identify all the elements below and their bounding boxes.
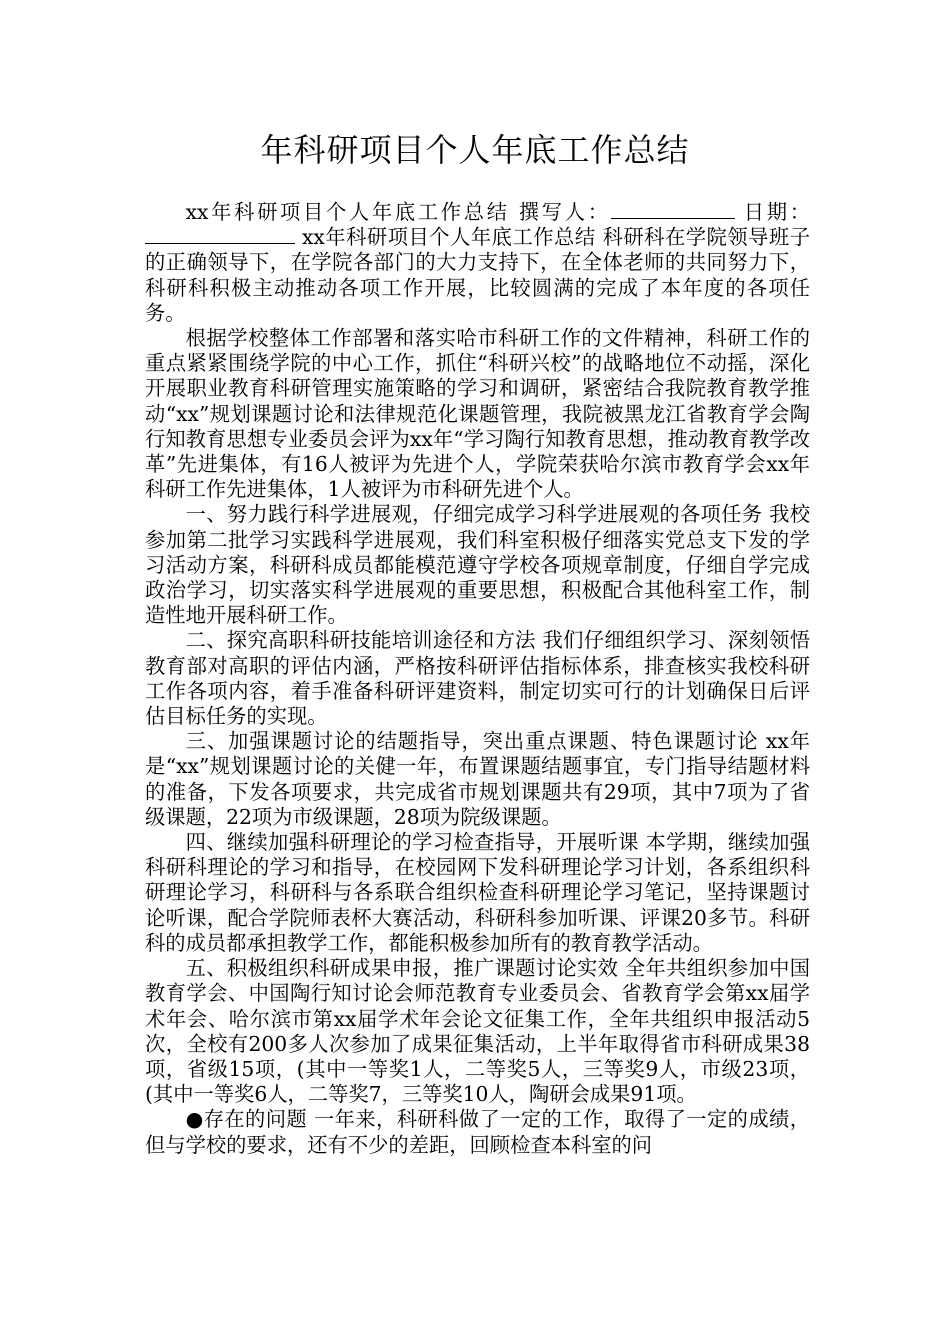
paragraph-problems: ●存在的问题 一年来，科研科做了一定的工作，取得了一定的成绩，但与学校的要求，还有不少的差距，回顾检查本科室的问 bbox=[145, 1107, 810, 1157]
paragraph-section-1: 一、努力践行科学进展观，仔细完成学习科学进展观的各项任务 我校参加第二批学习实践科学进展观，我们科室积极仔细落实党总支下发的学习活动方案，科研科成员都能模范遵守学校各项规章制度，仔细自学完成政治学习，切实落实科学进展观的重要思想，积极配合其他科室工作，制造性地开展科研工作。 bbox=[145, 502, 810, 628]
date-label: 日期： bbox=[734, 200, 810, 224]
paragraph-section-5: 五、积极组织科研成果申报，推广课题讨论实效 全年共组织参加中国教育学会、中国陶行知讨论会师范教育专业委员会、省教育学会第xx届学术年会、哈尔滨市第xx届学术年会论文征集工作，全年共组织申报活动5次，全校有200多人次参加了成果征集活动，上半年取得省市科研成果38项，省级15项，(其中一等奖1人，二等奖5人，三等奖9人，市级23项，(其中一等奖6人，二等奖7，三等奖10人，陶研会成果91项。 bbox=[145, 956, 810, 1107]
paragraph-section-3: 三、加强课题讨论的结题指导，突出重点课题、特色课题讨论 xx年是“xx”规划课题讨论的关健一年，布置课题结题事宜，专门指导结题材料的准备，下发各项要求，共完成省市规划课题共有29项，其中7项为了省级课题，22项为市级课题，28项为院级课题。 bbox=[145, 729, 810, 829]
paragraph-overview: 根据学校整体工作部署和落实哈市科研工作的文件精神，科研工作的重点紧紧围绕学院的中心工作，抓住“科研兴校”的战略地位不动摇，深化开展职业教育科研管理实施策略的学习和调研，紧密结合我院教育教学推动“xx”规划课题讨论和法律规范化课题管理，我院被黑龙江省教育学会陶行知教育思想专业委员会评为xx年“学习陶行知教育思想，推动教育教学改革”先进集体，有16人被评为先进个人，学院荣获哈尔滨市教育学会xx年科研工作先进集体，1人被评为市科研先进个人。 bbox=[145, 326, 810, 502]
intro-lead-text: xx年科研项目个人年底工作总结 撰写人： bbox=[185, 200, 611, 224]
paragraph-intro bbox=[145, 200, 810, 326]
document-body bbox=[145, 200, 810, 1158]
author-blank-line bbox=[611, 217, 735, 219]
document-title: 年科研项目个人年底工作总结 bbox=[260, 131, 690, 169]
intro-rest-text: xx年科研项目个人年底工作总结 科研科在学院领导班子的正确领导下，在学院各部门的大力支持下，在全体老师的共同努力下，科研科积极主动推动各项工作开展，比较圆满的完成了本年度的各项任务。 bbox=[145, 225, 810, 325]
paragraph-section-4: 四、继续加强科研理论的学习检查指导，开展听课 本学期，继续加强科研科理论的学习和指导，在校园网下发科研理论学习计划，各系组织科研理论学习，科研科与各系联合组织检查科研理论学习笔记，坚持课题讨论听课，配合学院师表杯大赛活动，科研科参加听课、评课20多节。科研科的成员都承担教学工作，都能积极参加所有的教育教学活动。 bbox=[145, 830, 810, 955]
date-blank-line bbox=[145, 242, 295, 244]
paragraph-section-2: 二、探究高职科研技能培训途径和方法 我们仔细组织学习、深刻领悟教育部对高职的评估内涵，严格按科研评估指标体系，排查核实我校科研工作各项内容，着手准备科研评建资料，制定切实可行的计划确保日后评估目标任务的实现。 bbox=[145, 628, 810, 729]
